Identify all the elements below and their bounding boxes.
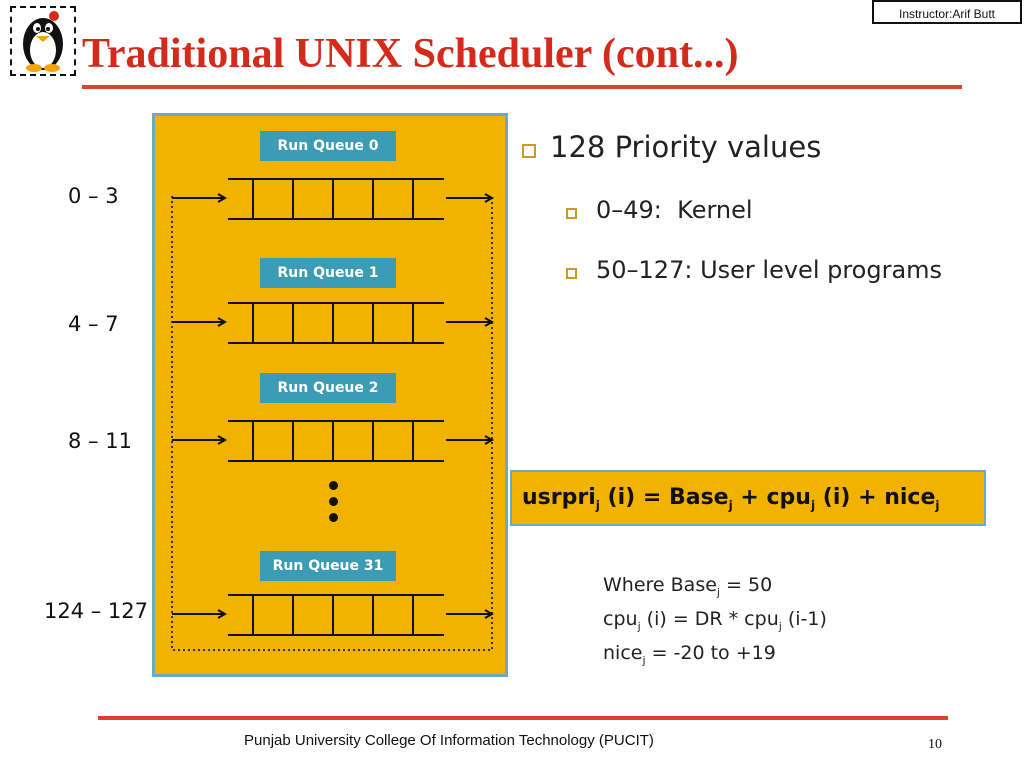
sub-bullet-kernel: 0–49: Kernel [596, 196, 753, 224]
where-nice: nice$_j$ = -20 to +19 [603, 642, 776, 667]
priority-range-label: 4 – 7 [68, 312, 119, 336]
queue-out-arrow-icon [446, 610, 492, 618]
run-queue-label: Run Queue 1 [260, 258, 396, 288]
page-number: 10 [928, 737, 942, 752]
sub-bullet-user: 50–127: User level programs [596, 256, 943, 284]
bullet-square-icon [566, 268, 577, 279]
main-bullet: 128 Priority values [550, 130, 822, 164]
priority-range-label: 8 – 11 [68, 429, 132, 453]
ellipsis-dot [329, 497, 338, 506]
run-queue-label: Run Queue 0 [260, 131, 396, 161]
queue-in-arrow-icon [172, 610, 225, 618]
bullet-square-icon [566, 208, 577, 219]
bullet-square-icon [522, 144, 536, 158]
page-title: Traditional UNIX Scheduler (cont...) [82, 31, 739, 77]
ellipsis-dot [329, 513, 338, 522]
instructor-label: Instructor:Arif Butt [872, 0, 1022, 24]
ellipsis-dot [329, 481, 338, 490]
footer-divider [98, 716, 948, 720]
where-base: Where Base$_j$ = 50 [603, 574, 773, 599]
run-queue-label: Run Queue 31 [260, 551, 396, 581]
priority-range-label: 0 – 3 [68, 184, 119, 208]
priority-formula: usrpri$_j$ (i) = Base$_j$ + cpu$_j$ (i) + nice$_j$ [510, 470, 986, 526]
run-queue-label: Run Queue 2 [260, 373, 396, 403]
where-cpu: cpu$_j$ (i) = DR * cpu$_j$ (i-1) [603, 608, 827, 633]
priority-range-label: 124 – 127 [44, 599, 149, 623]
footer-institution: Punjab University College Of Information Technology (PUCIT) [244, 732, 654, 749]
